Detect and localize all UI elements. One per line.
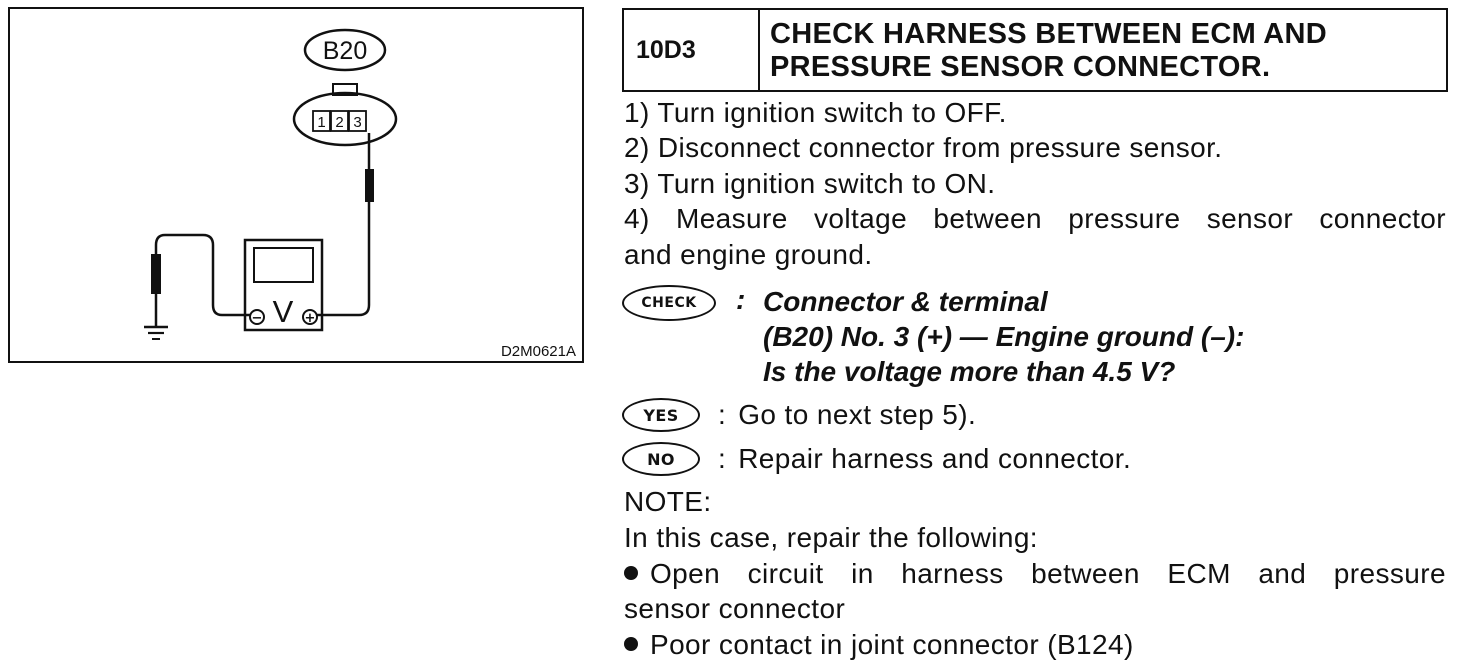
instruction-4-word: pressure [1068, 203, 1181, 234]
yes-badge-icon: YES [622, 398, 700, 432]
instruction-4-word: voltage [813, 203, 908, 234]
connector-body [294, 93, 396, 145]
instruction-3: 3) Turn ignition switch to ON. [624, 168, 996, 199]
note-bullet-2 [624, 628, 1134, 662]
check-line-1: Connector & terminal [763, 286, 1048, 317]
note-word: circuit [747, 558, 824, 589]
check-line-3: Is the voltage more than 4.5 V? [763, 356, 1176, 387]
instruction-4-word: sensor [1206, 203, 1294, 234]
note-word: between [1031, 558, 1140, 589]
instruction-4-continued: and engine ground. [624, 239, 873, 270]
plus-symbol: + [304, 311, 316, 326]
note-bullet-2-text: Poor contact in joint connector (B124) [650, 629, 1134, 660]
note-bullet-1-first: Open [624, 557, 720, 591]
terminal-3: 3 [353, 114, 362, 131]
probe-negative [151, 254, 161, 294]
note-word: in [851, 558, 874, 589]
figure-code: D2M0621A [500, 343, 576, 360]
step-title [760, 10, 1446, 90]
note-bullet-1 [624, 557, 1446, 591]
step-title-line-1: CHECK HARNESS BETWEEN ECM AND [770, 18, 1328, 50]
terminal-2: 2 [335, 114, 344, 131]
minus-symbol: − [251, 311, 263, 326]
instruction-1: 1) Turn ignition switch to OFF. [624, 97, 1007, 128]
instruction-2: 2) Disconnect connector from pressure sensor. [624, 132, 1223, 163]
yes-text: Go to next step 5). [738, 399, 977, 430]
probe-positive [365, 169, 374, 202]
step-id: 10D3 [624, 10, 760, 90]
step-header [622, 8, 1448, 92]
terminal-1: 1 [317, 114, 326, 131]
bullet-icon [624, 566, 638, 580]
lead-wire-negative [156, 235, 250, 315]
note-word: harness [901, 558, 1004, 589]
note-label: NOTE: [624, 486, 712, 517]
lead-wire-positive [317, 202, 369, 315]
instruction-4-word: connector [1319, 203, 1446, 234]
connector-label: B20 [322, 37, 368, 65]
instruction-4 [624, 202, 1446, 236]
note-word: and [1258, 558, 1307, 589]
answer-colon: : [718, 399, 727, 430]
instruction-4-word: 4) [624, 203, 650, 234]
check-line-2: (B20) No. 3 (+) — Engine ground (–): [763, 321, 1245, 352]
voltmeter-display [254, 248, 313, 282]
no-text: Repair harness and connector. [738, 443, 1132, 474]
step-title-line-2: PRESSURE SENSOR CONNECTOR. [770, 51, 1271, 83]
note-word: pressure [1333, 558, 1446, 589]
answer-no [622, 442, 1131, 476]
answer-colon: : [718, 443, 727, 474]
voltmeter-symbol: V [272, 294, 294, 329]
note-bullet-1-continued: sensor connector [624, 593, 846, 624]
note-intro: In this case, repair the following: [624, 522, 1038, 553]
answer-yes [622, 398, 976, 432]
check-colon: : [736, 284, 746, 315]
instruction-4-word: between [933, 203, 1043, 234]
diagram-svg [10, 9, 586, 365]
check-badge-icon: CHECK [622, 285, 716, 321]
check-question [763, 284, 1244, 389]
bullet-icon [624, 637, 638, 651]
instruction-4-word: Measure [675, 203, 788, 234]
no-badge-icon: NO [622, 442, 700, 476]
note-word: ECM [1167, 558, 1231, 589]
wiring-diagram [8, 7, 584, 363]
